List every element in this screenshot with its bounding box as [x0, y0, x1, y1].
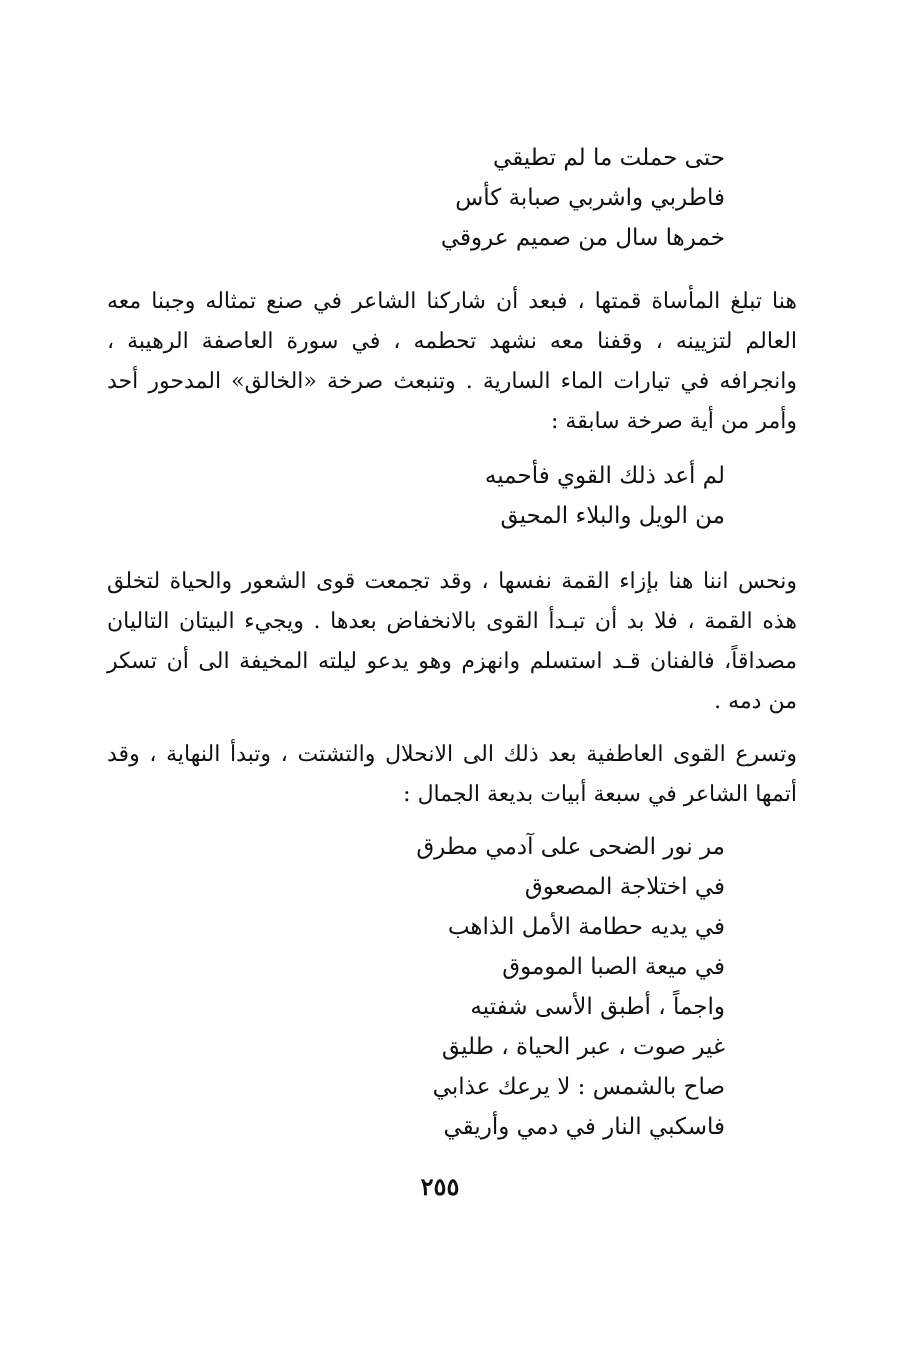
verse-line: غير صوت ، عبر الحياة ، طليق	[441, 1034, 725, 1060]
verse-block-1	[305, 138, 725, 258]
verse-line: في يديه حطامة الأمل الذاهب	[447, 914, 725, 940]
paragraph-1	[107, 282, 797, 442]
paragraph-text: وتسرع القوى العاطفية بعد ذلك الى الانحلال والتشتت ، وتبدأ النهاية ، وقد أتمها الشاعر في سبعة أبيات بديعة الجمال :	[107, 742, 797, 807]
verse-line: خمرها سال من صميم عروقي	[440, 225, 725, 251]
verse-line: لم أعد ذلك القوي فأحميه	[484, 463, 725, 489]
verse-block-2	[305, 456, 725, 536]
paragraph-text: ونحس اننا هنا بإزاء القمة نفسها ، وقد تجمعت قوى الشعور والحياة لتخلق هذه القمة ، فلا بد أن تبـدأ القوى بالانخفاض بعدها . ويجيء البيتان التاليان مصداقاً، فالفنان قـد استسلم وانهزم وهو يدعو ليلته المخيفة الى أن تسكر من دمه .	[107, 569, 798, 714]
paragraph-2	[107, 562, 797, 722]
paragraph-3	[107, 735, 797, 815]
verse-block-3	[305, 827, 725, 1147]
verse-line: من الويل والبلاء المحيق	[500, 503, 725, 529]
page-number: ٢٥٥	[420, 1172, 460, 1201]
paragraph-text: هنا تبلغ المأساة قمتها ، فبعد أن شاركنا الشاعر في صنع تمثاله وجبنا معه العالم لتزيينه ، وقفنا معه نشهد تحطمه ، في سورة العاصفة الرهيبة ، وانجرافه في تيارات الماء السارية . وتنبعث صرخة «الخالق» المدحور أحد وأمر من أية صرخة سابقة :	[107, 289, 797, 434]
verse-line: مر نور الضحى على آدمي مطرق	[416, 834, 725, 860]
verse-line: فاطربي واشربي صبابة كأس	[455, 185, 725, 211]
verse-line: حتى حملت ما لم تطيقي	[493, 145, 725, 171]
verse-line: صاح بالشمس : لا يرعك عذابي	[432, 1074, 725, 1100]
verse-line: واجماً ، أطبق الأسى شفتيه	[470, 994, 725, 1020]
verse-line: في ميعة الصبا الموموق	[502, 954, 725, 980]
verse-line: فاسكبي النار في دمي وأريقي	[443, 1114, 725, 1140]
verse-line: في اختلاجة المصعوق	[524, 874, 725, 900]
